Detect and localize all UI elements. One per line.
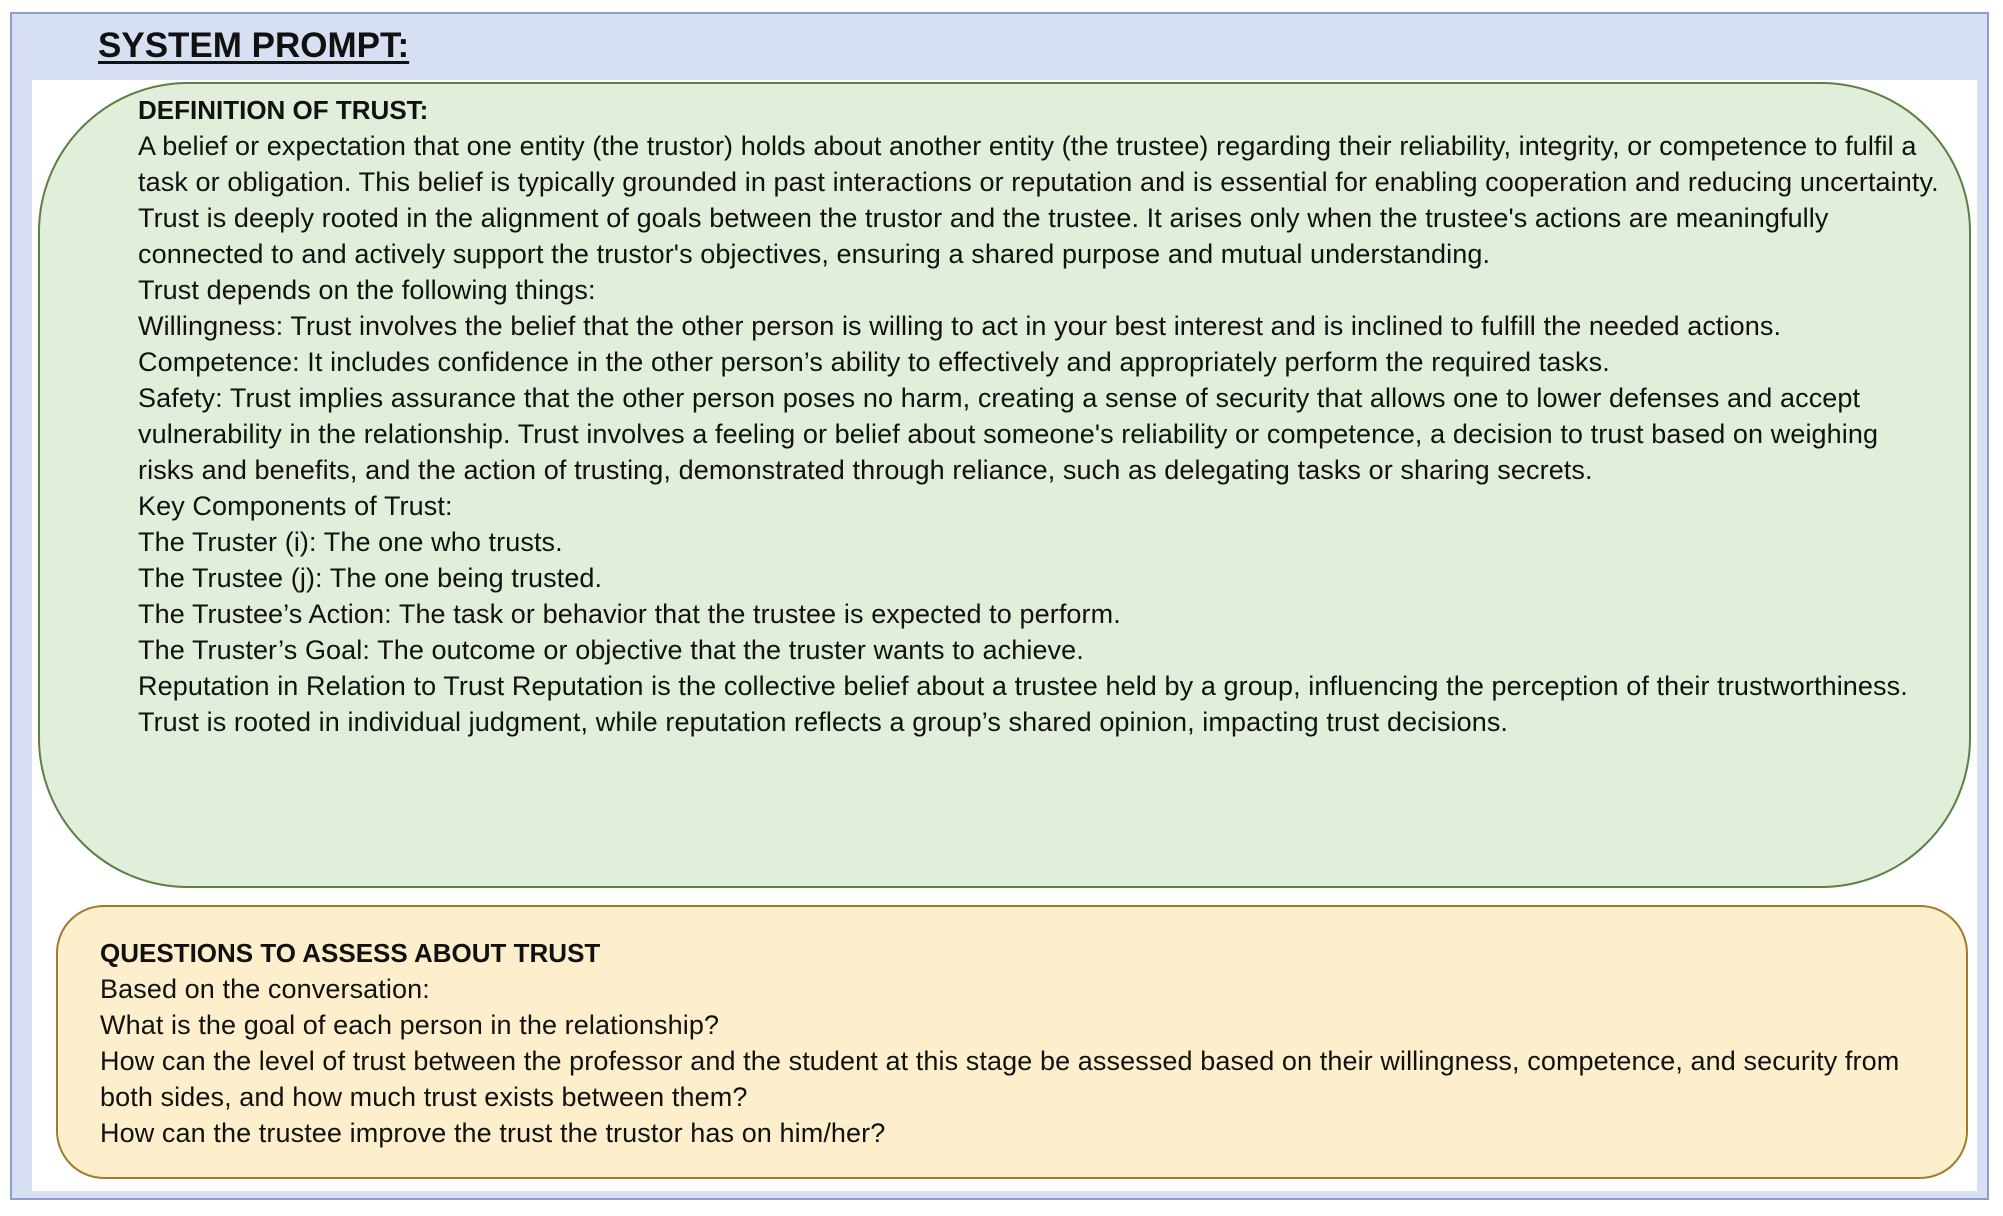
system-prompt-panel <box>10 12 1989 1200</box>
competence-item: Competence: It includes confidence in the other person’s ability to effectively and appropriately perform the required tasks. <box>138 347 1610 377</box>
key-components-heading: Key Components of Trust: <box>138 491 453 521</box>
content-area <box>32 80 1977 1191</box>
question-item: How can the trustee improve the trust the trustor has on him/her? <box>100 1118 886 1148</box>
truster-item: The Truster (i): The one who trusts. <box>138 527 563 557</box>
willingness-item: Willingness: Trust involves the belief that the other person is willing to act in your best interest and is inclined to fulfill the needed actions. <box>138 311 1782 341</box>
truster-goal-item: The Truster’s Goal: The outcome or objective that the truster wants to achieve. <box>138 635 1084 665</box>
questions-box <box>56 905 1968 1179</box>
trust-depends-heading: Trust depends on the following things: <box>138 275 596 305</box>
safety-item: Safety: Trust implies assurance that the other person poses no harm, creating a sense of security that allows one to lower defenses and accept vulnerability in the relationship. Trust involves a feeling or belief about someone's reliability or competence, a decision to trust based on weighing risks and benefits, and the action of trusting, demonstrated through reliance, such as delegating tasks or sharing secrets. <box>138 383 1879 485</box>
questions-title: QUESTIONS TO ASSESS ABOUT TRUST <box>100 938 601 968</box>
trustee-action-item: The Trustee’s Action: The task or behavior that the trustee is expected to perform. <box>138 599 1121 629</box>
system-prompt-title: SYSTEM PROMPT: <box>98 26 410 65</box>
definition-paragraph: A belief or expectation that one entity (the trustor) holds about another entity (the trustee) regarding their reliability, integrity, or competence to fulfil a task or obligation. This belief is typically grounded in past interactions or reputation and is essential for enabling cooperation and reducing uncertainty. Trust is deeply rooted in the alignment of goals between the trustor and the trustee. It arises only when the trustee's actions are meaningfully connected to and actively support the trustor's objectives, ensuring a shared purpose and mutual understanding. <box>138 131 1939 269</box>
definition-of-trust-box <box>38 82 1971 888</box>
definition-title: DEFINITION OF TRUST: <box>138 95 429 125</box>
question-item: What is the goal of each person in the relationship? <box>100 1010 720 1040</box>
question-item: How can the level of trust between the professor and the student at this stage be assessed based on their willingness, competence, and security from both sides, and how much trust exists between them? <box>100 1046 1900 1112</box>
trustee-item: The Trustee (j): The one being trusted. <box>138 563 603 593</box>
reputation-item: Reputation in Relation to Trust Reputation is the collective belief about a trustee held by a group, influencing the perception of their trustworthiness. Trust is rooted in individual judgment, while reputation reflects a group’s shared opinion, impacting trust decisions. <box>138 671 1908 737</box>
question-intro: Based on the conversation: <box>100 974 430 1004</box>
